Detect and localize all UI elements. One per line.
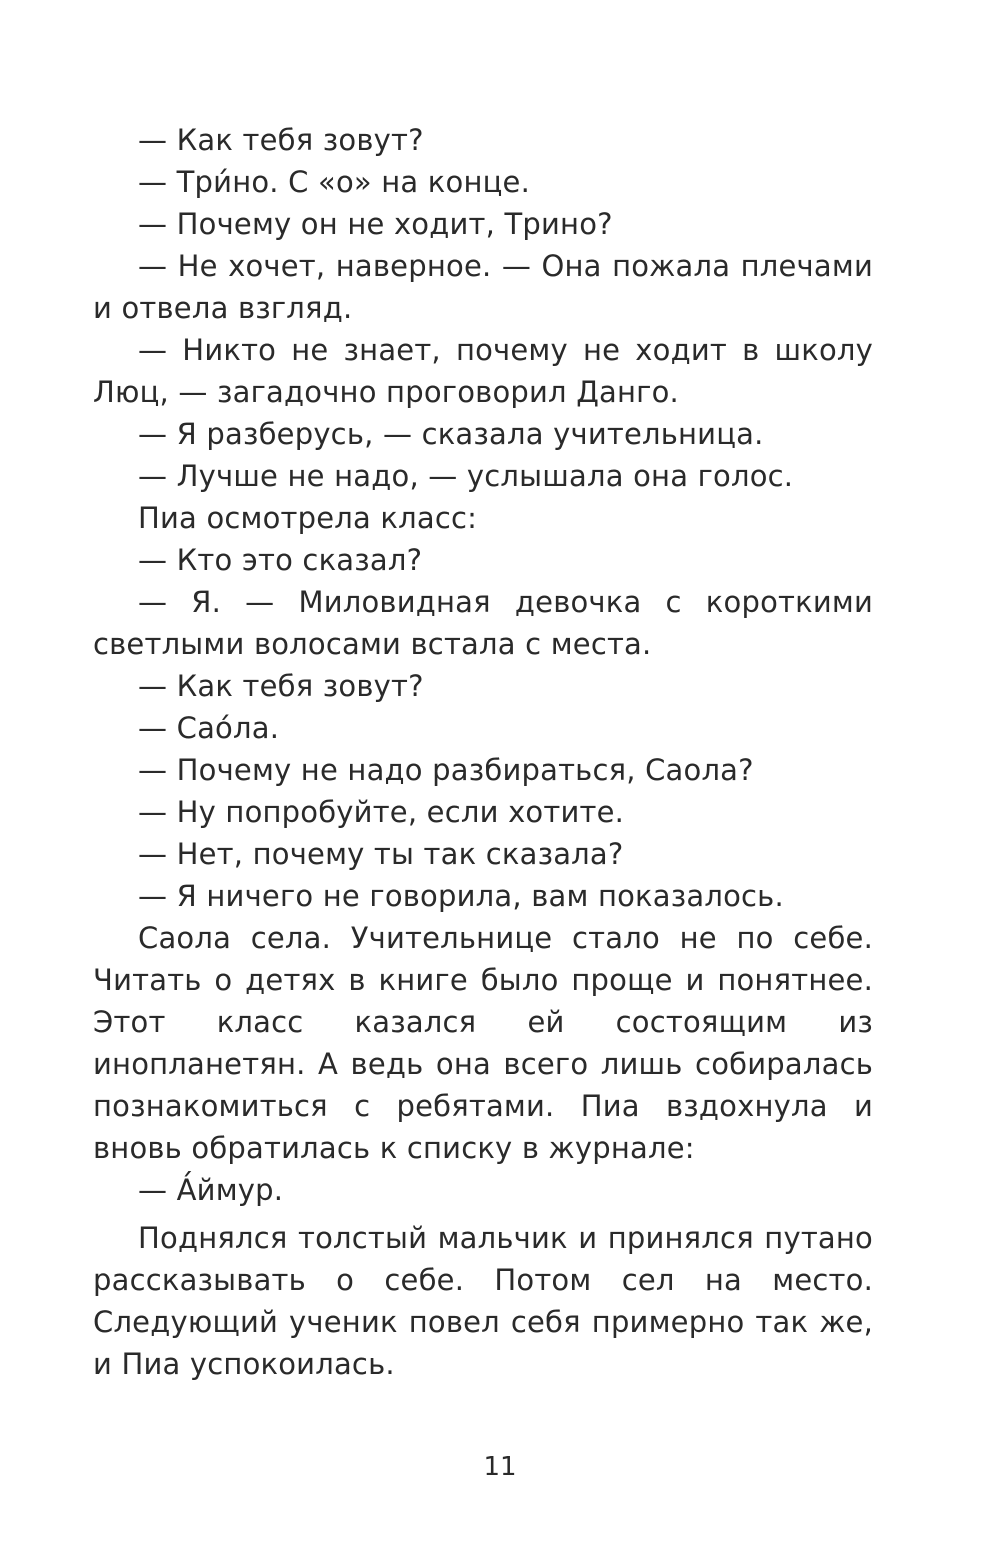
paragraph-19: Поднялся толстый мальчик и принялся путано рассказывать о себе. Потом сел на место. Следующий ученик повел себя примерно так же, и Пиа успокоилась. <box>93 1221 873 1381</box>
paragraph-1: — Как тебя зовут? <box>138 123 424 157</box>
paragraph-8: Пиа осмотрела класс: <box>138 501 478 535</box>
paragraph-3: — Почему он не ходит, Трино? <box>138 207 613 241</box>
paragraph-11: — Как тебя зовут? <box>138 669 424 703</box>
paragraph-12: — Сао́ла. <box>138 711 280 745</box>
paragraph-13: — Почему не надо разбираться, Саола? <box>138 753 754 787</box>
paragraph-17: Саола села. Учительнице стало не по себе. Читать о детях в книге было проще и понятнее. Этот класс казался ей состоящим из инопланетян. А ведь она всего лишь собиралась познакомиться с ребятами. Пиа вздохнула и вновь обратилась к списку в журнале: <box>93 921 873 1165</box>
paragraph-6: — Я разберусь, — сказала учительница. <box>138 417 764 451</box>
paragraph-2: — Три́но. С «о» на конце. <box>138 165 531 199</box>
paragraph-18: — А́ймур. <box>138 1173 284 1207</box>
paragraph-9: — Кто это сказал? <box>138 543 423 577</box>
paragraph-16: — Я ничего не говорила, вам показалось. <box>138 879 784 913</box>
paragraph-14: — Ну попробуйте, если хотите. <box>138 795 625 829</box>
paragraph-15: — Нет, почему ты так сказала? <box>138 837 624 871</box>
paragraph-4: — Не хочет, наверное. — Она пожала плечами и отвела взгляд. <box>93 249 873 325</box>
paragraph-5: — Никто не знает, почему не ходит в школу Люц, — загадочно проговорил Данго. <box>93 333 873 409</box>
paragraph-10: — Я. — Миловидная девочка с короткими светлыми волосами встала с места. <box>93 585 873 661</box>
paragraph-7: — Лучше не надо, — услышала она голос. <box>138 459 794 493</box>
body-text <box>93 119 873 1385</box>
page-number: 11 <box>483 1452 517 1482</box>
